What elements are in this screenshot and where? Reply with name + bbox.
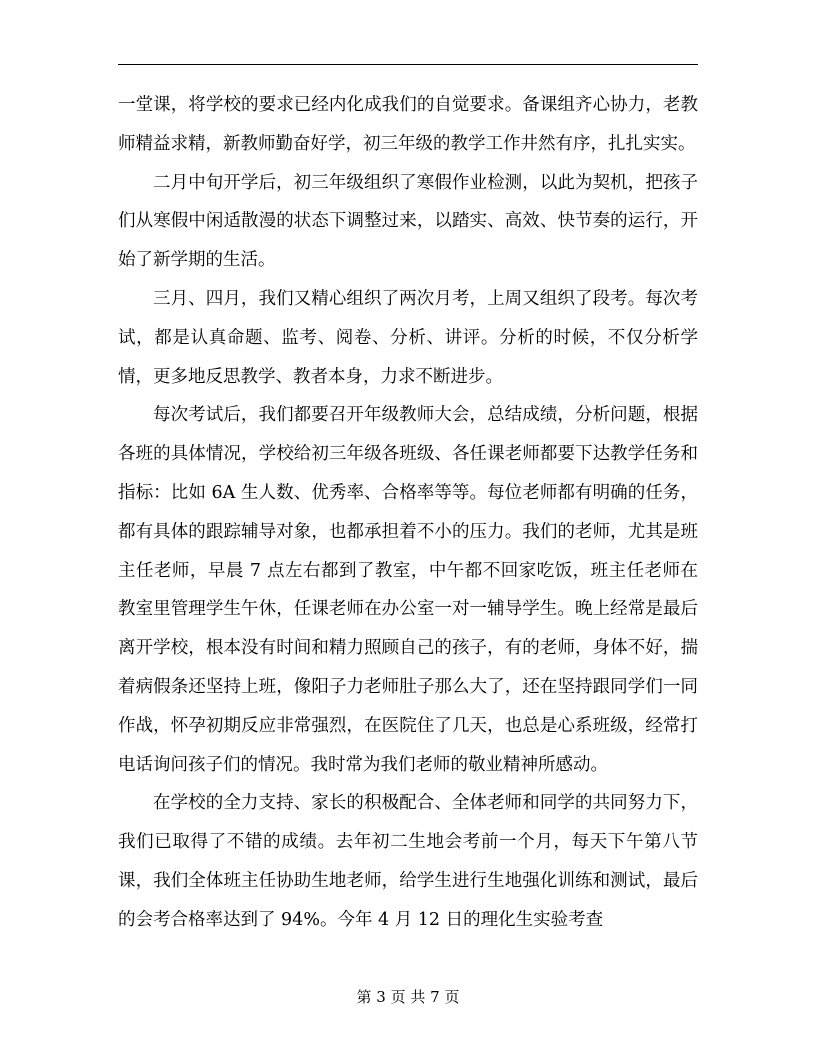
paragraph: 每次考试后，我们都要召开年级教师大会，总结成绩，分析问题，根据各班的具体情况，学校给初三年级各班级、各任课老师都要下达教学任务和指标：比如 6A 生人数、优秀率、合格率等等。每位老师都有明确的任务，都有具体的跟踪辅导对象，也都承担着不小的压力。我们的老师，尤其是班主任老师，早晨 7 点左右都到了教室，中午都不回家吃饭，班主任老师在教室里管理学生午休，任课老师在办公室一对一辅导学生。晚上经常是最后离开学校，根本没有时间和精力照顾自己的孩子，有的老师，身体不好，揣着病假条还坚持上班，像阳子力老师肚子那么大了，还在坚持跟同学们一同作战，怀孕初期反应非常强烈，在医院住了几天，也总是心系班级，经常打电话询问孩子们的情况。我时常为我们老师的敬业精神所感动。	[118, 405, 698, 775]
document-body	[118, 86, 698, 940]
paragraph: 在学校的全力支持、家长的积极配合、全体老师和同学的共同努力下，我们已取得了不错的成绩。去年初二生地会考前一个月，每天下午第八节课，我们全体班主任协助生地老师，给学生进行生地强化训练和测试，最后的会考合格率达到了 94%。今年 4 月 12 日的理化生实验考查	[118, 793, 698, 930]
paragraph: 一堂课，将学校的要求已经内化成我们的自觉要求。备课组齐心协力，老教师精益求精，新教师勤奋好学，初三年级的教学工作井然有序，扎扎实实。	[118, 95, 698, 154]
page-number-footer: 第 3 页 共 7 页	[356, 988, 460, 1006]
header-rule	[118, 64, 698, 65]
paragraph: 二月中旬开学后，初三年级组织了寒假作业检测，以此为契机，把孩子们从寒假中闲适散漫的状态下调整过来，以踏实、高效、快节奏的运行，开始了新学期的生活。	[118, 172, 698, 271]
paragraph: 三月、四月，我们又精心组织了两次月考，上周又组织了段考。每次考试，都是认真命题、监考、阅卷、分析、讲评。分析的时候，不仅分析学情，更多地反思教学、教者本身，力求不断进步。	[118, 288, 698, 387]
